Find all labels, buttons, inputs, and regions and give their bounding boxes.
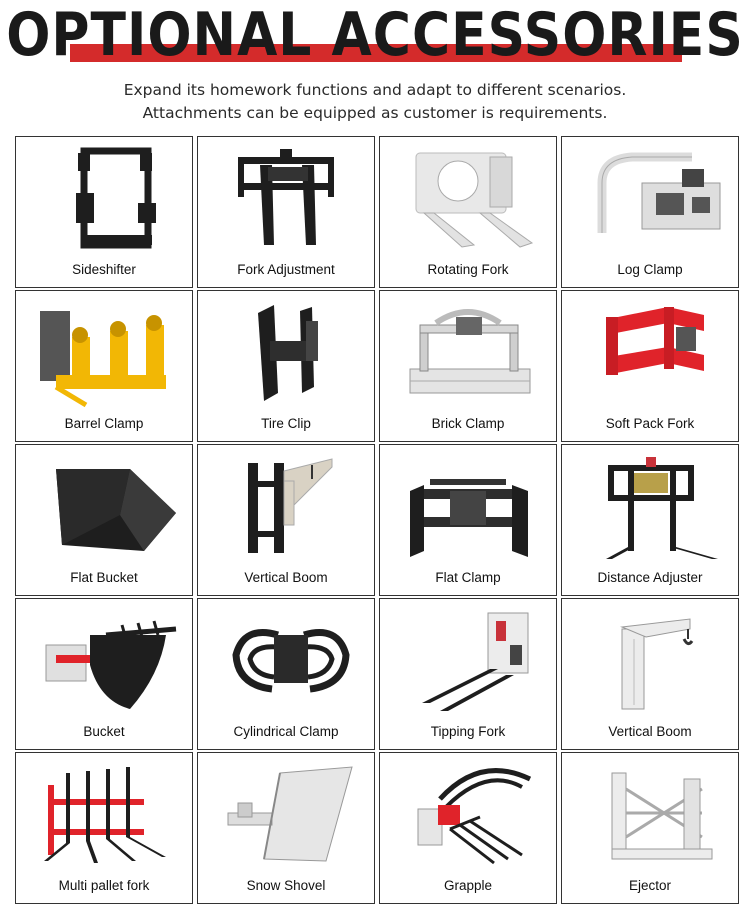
distance-adjuster-icon	[572, 451, 728, 563]
grapple-icon	[390, 759, 546, 871]
accessory-label: Flat Clamp	[435, 570, 501, 585]
header	[0, 0, 750, 70]
bucket-icon	[26, 605, 182, 717]
tire-clip-icon	[208, 297, 364, 409]
vertical-boom-icon	[208, 451, 364, 563]
accessory-label: Log Clamp	[617, 262, 683, 277]
accessory-label: Tipping Fork	[430, 724, 506, 739]
accessory-card[interactable]	[561, 444, 739, 596]
accessory-card[interactable]	[379, 598, 557, 750]
accessory-label: Grapple	[443, 878, 493, 893]
barrel-clamp-icon	[26, 297, 182, 409]
accessory-card[interactable]	[379, 752, 557, 904]
accessory-label: Barrel Clamp	[64, 416, 144, 431]
accessory-label: Sideshifter	[72, 262, 136, 277]
accessory-card[interactable]	[197, 290, 375, 442]
page-title: OPTIONAL ACCESSORIES	[6, 0, 744, 70]
brick-clamp-icon	[390, 297, 546, 409]
accessory-label: Fork Adjustment	[237, 262, 335, 277]
accessory-card[interactable]	[561, 290, 739, 442]
accessory-label: Vertical Boom	[608, 724, 692, 739]
accessory-label: Rotating Fork	[427, 262, 509, 277]
accessory-label: Snow Shovel	[246, 878, 326, 893]
accessory-label: Flat Bucket	[70, 570, 138, 585]
accessory-card[interactable]	[15, 598, 193, 750]
accessory-label: Vertical Boom	[244, 570, 328, 585]
fork-adjustment-icon	[208, 143, 364, 255]
snow-shovel-icon	[208, 759, 364, 871]
soft-pack-fork-icon	[572, 297, 728, 409]
log-clamp-icon	[572, 143, 728, 255]
flat-bucket-icon	[26, 451, 182, 563]
accessory-card[interactable]	[561, 598, 739, 750]
accessory-card[interactable]	[379, 290, 557, 442]
accessory-card[interactable]	[561, 136, 739, 288]
accessory-label: Soft Pack Fork	[605, 416, 695, 431]
accessory-label: Brick Clamp	[431, 416, 505, 431]
subtitle-line-1: Expand its homework functions and adapt to different scenarios.	[123, 81, 627, 99]
accessory-card[interactable]	[15, 752, 193, 904]
accessory-label: Ejector	[628, 878, 672, 893]
vertical-boom-white-icon	[572, 605, 728, 717]
accessory-label: Tire Clip	[261, 416, 311, 431]
flat-clamp-icon	[390, 451, 546, 563]
accessory-card[interactable]	[379, 136, 557, 288]
ejector-icon	[572, 759, 728, 871]
accessory-card[interactable]	[15, 290, 193, 442]
accessories-grid	[15, 136, 739, 904]
accessory-card[interactable]	[197, 598, 375, 750]
rotating-fork-icon	[390, 143, 546, 255]
accessory-card[interactable]	[561, 752, 739, 904]
multi-pallet-fork-icon	[26, 759, 182, 871]
accessory-label: Multi pallet fork	[58, 878, 150, 893]
sideshifter-icon	[26, 143, 182, 255]
subtitle-line-2: Attachments can be equipped as customer is requirements.	[142, 104, 608, 122]
cylindrical-clamp-icon	[208, 605, 364, 717]
accessory-label: Distance Adjuster	[597, 570, 703, 585]
accessory-card[interactable]	[15, 444, 193, 596]
accessory-label: Cylindrical Clamp	[233, 724, 339, 739]
accessory-card[interactable]	[197, 752, 375, 904]
tipping-fork-icon	[390, 605, 546, 717]
accessory-label: Bucket	[83, 724, 125, 739]
accessory-card[interactable]	[197, 136, 375, 288]
accessory-card[interactable]	[197, 444, 375, 596]
accessory-card[interactable]	[15, 136, 193, 288]
accessory-card[interactable]	[379, 444, 557, 596]
